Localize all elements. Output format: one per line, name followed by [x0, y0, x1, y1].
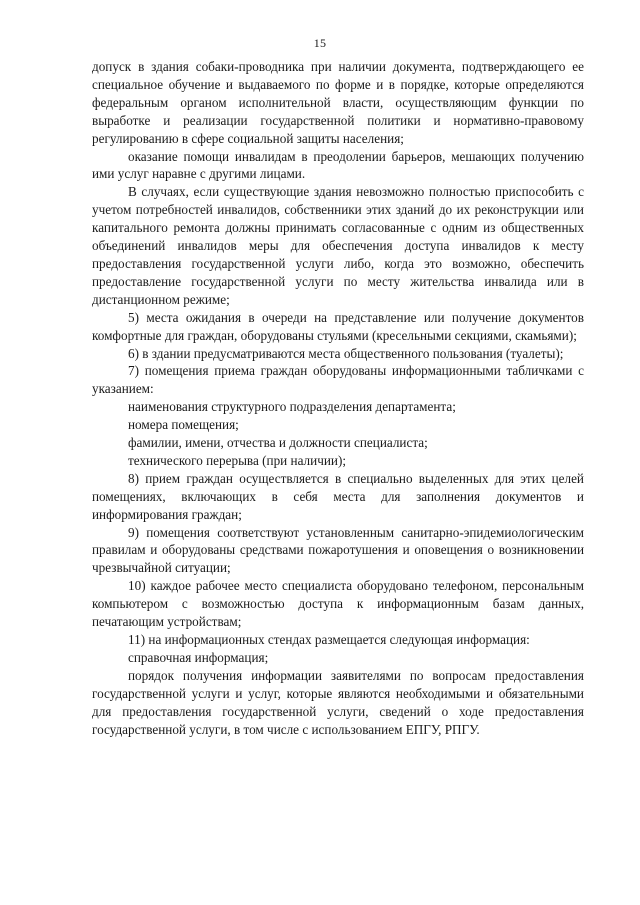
document-body — [92, 58, 584, 738]
paragraph-item-8-reception-rooms: 8) прием граждан осуществляется в специально выделенных для этих целей помещениях, включающих в себя места для заполнения документов и информирования граждан; — [92, 470, 584, 522]
paragraph-item-10-workplace-equipment: 10) каждое рабочее место специалиста оборудовано телефоном, персональным компьютером с возможностью доступа к информационным базам данных, печатающим устройствам; — [92, 578, 584, 630]
paragraph-reference-info: справочная информация; — [128, 649, 269, 665]
paragraph-info-procedure: порядок получения информации заявителями по вопросам предоставления государственной услуги и услуг, которые являются необходимыми и обязательными для предоставления государственной услуги, сведений о ходе предоставления государственной услуги, в том числе с использованием ЕПГУ, РПГУ. — [92, 667, 584, 737]
paragraph-item-11-info-stands: 11) на информационных стендах размещается следующая информация: — [128, 632, 530, 647]
paragraph-assistance-barriers: оказание помощи инвалидам в преодолении барьеров, мешающих получению ими услуг наравне с другими лицами. — [92, 148, 584, 182]
paragraph-item-9-sanitary-rules: 9) помещения соответствуют установленным санитарно-эпидемиологическим правилам и оборудованы средствами пожаротушения и оповещения о возникновении чрезвычайной ситуации; — [92, 524, 584, 576]
paragraph-item-5-waiting-areas: 5) места ожидания в очереди на представление или получение документов комфортные для граждан, оборудованы стульями (кресельными секциями, скамьями); — [92, 309, 584, 343]
paragraph-item-6-restrooms: 6) в здании предусматриваются места общественного пользования (туалеты); — [128, 345, 564, 361]
paragraph-sign-break-time: технического перерыва (при наличии); — [128, 452, 346, 468]
paragraph-item-7-info-signs: 7) помещения приема граждан оборудованы информационными табличками с указанием: — [92, 363, 584, 397]
paragraph-building-adaptation: В случаях, если существующие здания невозможно полностью приспособить с учетом потребностей инвалидов, собственники этих зданий до их реконструкции или капитального ремонта должны принимать согласованные с одним из общественных объединений инвалидов меры для обеспечения доступа инвалидов к месту предоставления государственной услуги либо, когда это возможно, обеспечить предоставление государственной услуги по месту жительства инвалида или в дистанционном режиме; — [92, 184, 584, 307]
page-number: 15 — [313, 36, 327, 50]
paragraph-guide-dog-access: допуск в здания собаки-проводника при наличии документа, подтверждающего ее специальное обучение и выдаваемого по форме и в порядке, которые определяются федеральным органом исполнительной власти, осуществляющим функции по выработке и реализации государственной политики и нормативно-правовому регулированию в сфере социальной защиты населения; — [92, 59, 584, 146]
paragraph-sign-specialist-name: фамилии, имени, отчества и должности специалиста; — [128, 435, 428, 451]
paragraph-sign-room-number: номера помещения; — [128, 417, 239, 433]
paragraph-sign-department-name: наименования структурного подразделения департамента; — [128, 399, 456, 415]
